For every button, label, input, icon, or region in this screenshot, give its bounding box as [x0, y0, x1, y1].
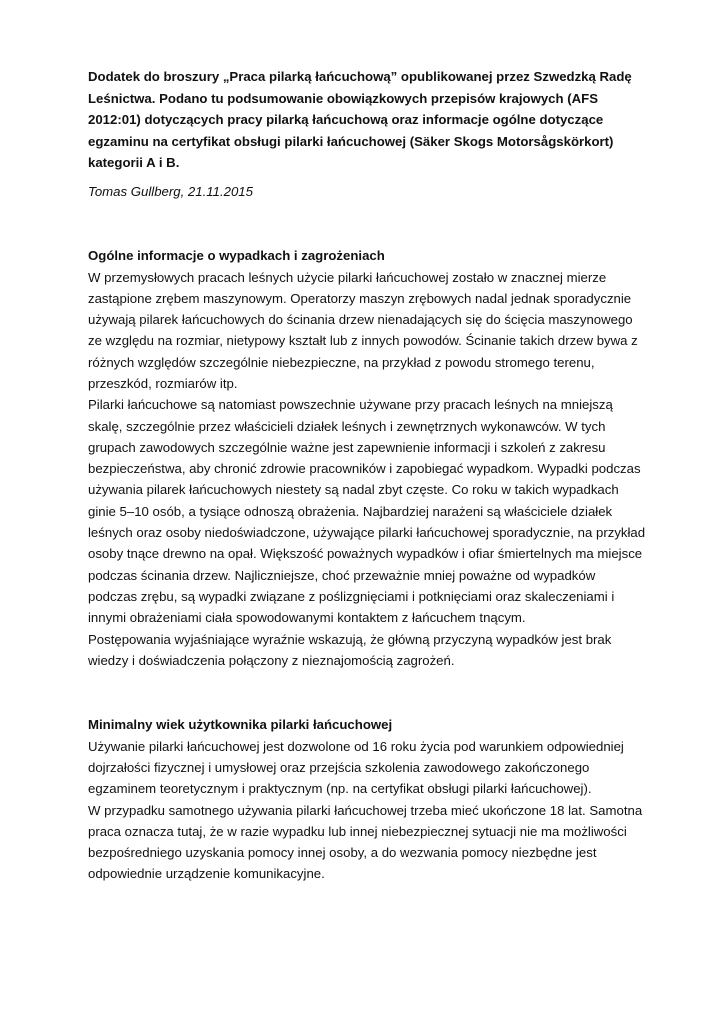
body-paragraph: Postępowania wyjaśniające wyraźnie wskazują, że główną przyczyną wypadków jest brak wiedzy i doświadczenia połączony z nieznajomością zagrożeń.: [88, 631, 612, 668]
author-line: Tomas Gullberg, 21.11.2015: [88, 183, 253, 199]
section-minimum-age: [88, 714, 648, 885]
intro-paragraph: Dodatek do broszury „Praca pilarką łańcuchową” opublikowanej przez Szwedzką Radę Leśnictwa. Podano tu podsumowanie obowiązkowych przepisów krajowych (AFS 2012:01) dotyczących pracy pilarką łańcuchową oraz informacje ogólne dotyczące egzaminu na certyfikat obsługi pilarki łańcuchowej (Säker Skogs Motorsågskörkort) kategorii A i B.: [88, 69, 632, 170]
body-paragraph: Pilarki łańcuchowe są natomiast powszechnie używane przy pracach leśnych na mniejszą skalę, szczególnie przez właścicieli działek leśnych i zewnętrznych wykonawców. W tych grupach zawodowych szczególnie ważne jest zapewnienie informacji i szkoleń z zakresu bezpieczeństwa, aby chronić zdrowie pracowników i zapobiegać wypadkom. Wypadki podczas używania pilarek łańcuchowych niestety są nadal zbyt częste. Co roku w takich wypadkach ginie 5–10 osób, a tysiące odnoszą obrażenia. Najbardziej narażeni są właściciele działek leśnych oraz osoby niedoświadczone, używające pilarki łańcuchowej sporadycznie, na przykład osoby tnące drewno na opał. Większość poważnych wypadków i ofiar śmiertelnych ma miejsce podczas ścinania drzew. Najliczniejsze, choć przeważnie mniej poważne od wypadków podczas zrębu, są wypadki związane z poślizgnięciami i potknięciami oraz skaleczeniami i innymi obrażeniami ciała spowodowanymi kontaktem z łańcuchem tnącym.: [88, 397, 646, 626]
body-paragraph: W przemysłowych pracach leśnych użycie pilarki łańcuchowej zostało w znacznej mierze zastąpione zrębem maszynowym. Operatorzy maszyn zrębowych nadal jednak sporadycznie używają pilarek łańcuchowych do ścinania drzew nienadających się do ścięcia maszynowego ze względu na rozmiar, nietypowy kształt lub z innych powodów. Ścinanie takich drzew bywa z różnych względów szczególnie niebezpieczne, na przykład z powodu stromego terenu, przeszkód, rozmiarów itp.: [88, 269, 638, 391]
document-page: [88, 66, 648, 885]
body-paragraph: Używanie pilarki łańcuchowej jest dozwolone od 16 roku życia pod warunkiem odpowiedniej dojrzałości fizycznej i umysłowej oraz przejścia szkolenia zawodowego zakończonego egzaminem teoretycznym i praktycznym (np. na certyfikat obsługi pilarki łańcuchowej).: [88, 738, 624, 797]
section-heading: Ogólne informacje o wypadkach i zagrożeniach: [88, 248, 385, 263]
section-accidents: [88, 245, 648, 671]
body-paragraph: W przypadku samotnego używania pilarki łańcuchowej trzeba mieć ukończone 18 lat. Samotna praca oznacza tutaj, że w razie wypadku lub innej niebezpiecznej sytuacji nie ma możliwości bezpośredniego uzyskania pomocy innej osoby, a do wezwania pomocy niezbędne jest odpowiednie urządzenie komunikacyjne.: [88, 802, 643, 882]
section-heading: Minimalny wiek użytkownika pilarki łańcuchowej: [88, 717, 393, 733]
